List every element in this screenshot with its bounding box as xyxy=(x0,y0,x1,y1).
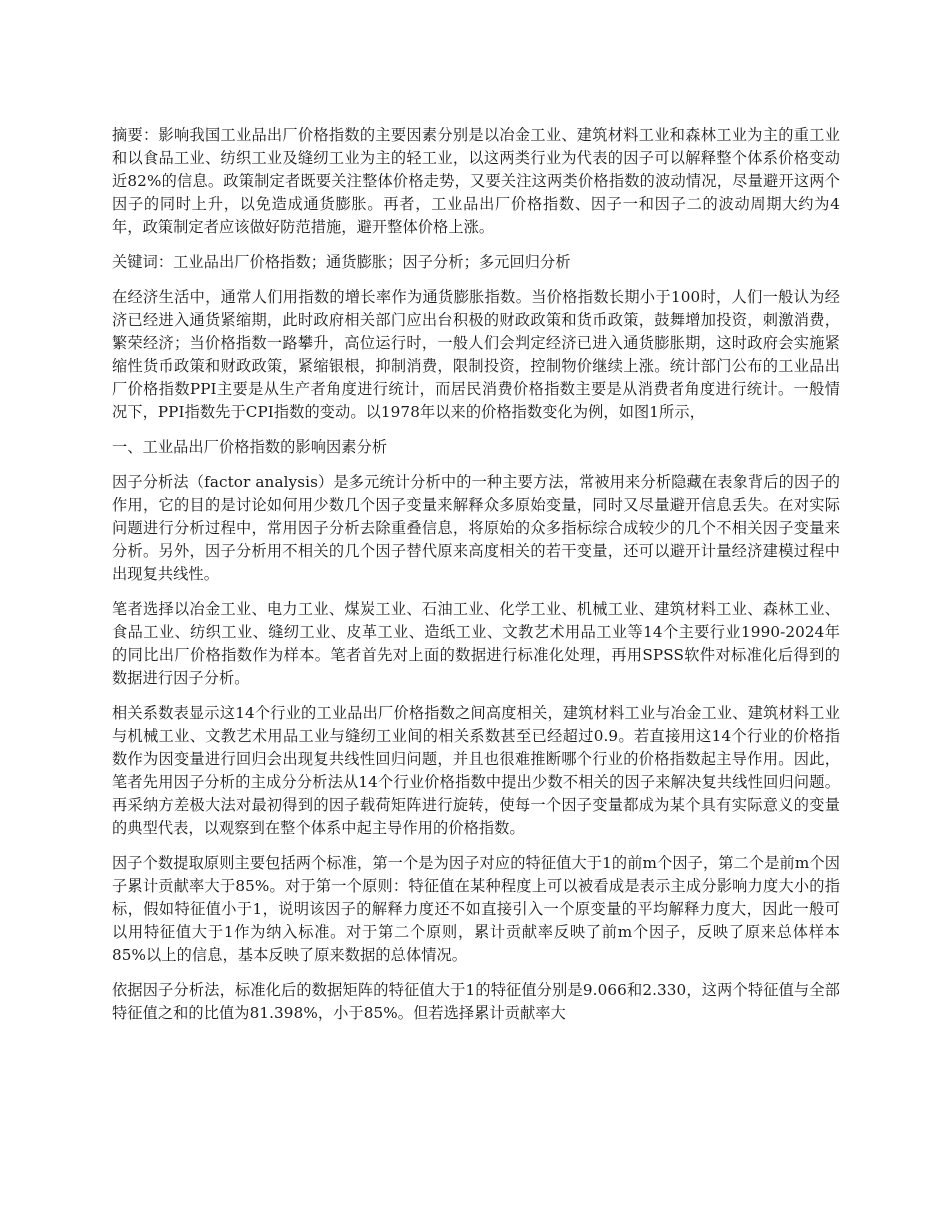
document-page xyxy=(112,124,840,1037)
intro-paragraph: 在经济生活中，通常人们用指数的增长率作为通货膨胀指数。当价格指数长期小于100时，人们一般认为经济已经进入通货紧缩期，此时政府相关部门应出台积极的财政政策和货币政策，鼓舞增加投资，刺激消费，繁荣经济；当价格指数一路攀升，高位运行时，一般人们会判定经济已进入通货膨胀期，这时政府会实施紧缩性货币政策和财政政策，紧缩银根，抑制消费，限制投资，控制物价继续上涨。统计部门公布的工业品出厂价格指数PPI主要是从生产者角度进行统计，而居民消费价格指数主要是从消费者角度进行统计。一般情况下，PPI指数先于CPI指数的变动。以1978年以来的价格指数变化为例，如图1所示， xyxy=(112,288,840,421)
extraction-criteria-paragraph: 因子个数提取原则主要包括两个标准，第一个是为因子对应的特征值大于1的前m个因子，第二个是前m个因子累计贡献率大于85%。对于第一个原则：特征值在某种程度上可以被看成是表示主成分影响力度大小的指标，假如特征值小于1，说明该因子的解释力度还不如直接引入一个原变量的平均解释力度大，因此一般可以用特征值大于1作为纳入标准。对于第二个原则，累计贡献率反映了前m个因子，反映了原来总体样本85%以上的信息，基本反映了原来数据的总体情况。 xyxy=(112,854,840,964)
factor-analysis-paragraph: 因子分析法（factor analysis）是多元统计分析中的一种主要方法，常被用来分析隐藏在表象背后的因子的作用，它的目的是讨论如何用少数几个因子变量来解释众多原始变量，同时又尽量避开信息丢失。在对实际问题进行分析过程中，常用因子分析去除重叠信息，将原始的众多指标综合成较少的几个不相关因子变量来分析。另外，因子分析用不相关的几个因子替代原来高度相关的若干变量，还可以避开计量经济建模过程中出现复共线性。 xyxy=(112,473,840,583)
correlation-paragraph: 相关系数表显示这14个行业的工业品出厂价格指数之间高度相关，建筑材料工业与冶金工业、建筑材料工业与机械工业、文教艺术用品工业与缝纫工业间的相关系数甚至已经超过0.9。若直接用这14个行业的价格指数作为因变量进行回归会出现复共线性回归问题，并且也很难推断哪个行业的价格指数起主导作用。因此，笔者先用因子分析的主成分分析法从14个行业价格指数中提出少数不相关的因子来解决复共线性回归问题。再采纳方差极大法对最初得到的因子载荷矩阵进行旋转，使每一个因子变量都成为某个具有实际意义的变量的典型代表，以观察到在整个体系中起主导作用的价格指数。 xyxy=(112,704,840,837)
section-heading: 一、工业品出厂价格指数的影响因素分析 xyxy=(112,438,388,456)
keywords-paragraph: 关键词：工业品出厂价格指数；通货膨胀；因子分析；多元回归分析 xyxy=(112,253,571,271)
eigenvalue-paragraph: 依据因子分析法，标准化后的数据矩阵的特征值大于1的特征值分别是9.066和2.330，这两个特征值与全部特征值之和的比值为81.398%，小于85%。但若选择累计贡献率大 xyxy=(112,981,840,1022)
abstract-paragraph: 摘要：影响我国工业品出厂价格指数的主要因素分别是以冶金工业、建筑材料工业和森林工业为主的重工业和以食品工业、纺织工业及缝纫工业为主的轻工业，以这两类行业为代表的因子可以解释整个体系价格变动近82%的信息。政策制定者既要关注整体价格走势，又要关注这两类价格指数的波动情况，尽量避开这两个因子的同时上升，以免造成通货膨胀。再者，工业品出厂价格指数、因子一和因子二的波动周期大约为4年，政策制定者应该做好防范措施，避开整体价格上涨。 xyxy=(112,126,840,236)
sample-paragraph: 笔者选择以冶金工业、电力工业、煤炭工业、石油工业、化学工业、机械工业、建筑材料工业、森林工业、食品工业、纺织工业、缝纫工业、皮革工业、造纸工业、文教艺术用品工业等14个主要行业1990-2024年的同比出厂价格指数作为样本。笔者首先对上面的数据进行标准化处理，再用SPSS软件对标准化后得到的数据进行因子分析。 xyxy=(112,600,840,687)
